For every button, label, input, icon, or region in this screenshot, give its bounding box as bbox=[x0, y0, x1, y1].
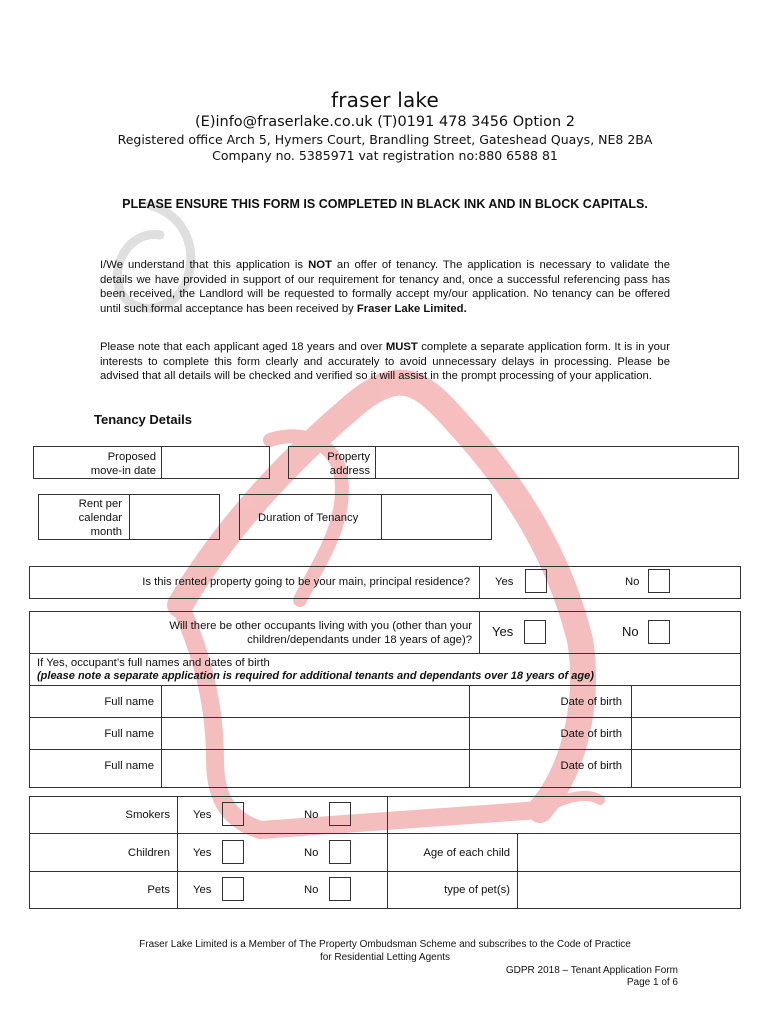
type-of-pets-field[interactable] bbox=[518, 872, 740, 908]
applicant-note-paragraph bbox=[100, 340, 670, 384]
smokers-label: Smokers bbox=[125, 809, 170, 821]
membership-footer: Fraser Lake Limited is a Member of The Property Ombudsman Scheme and subscribes to the Code of Practice for Residential Letting Agents bbox=[139, 939, 631, 963]
children-label: Children bbox=[127, 847, 170, 859]
occupant-1-name-field[interactable] bbox=[162, 686, 468, 716]
registered-office: Registered office Arch 5, Hymers Court, Brandling Street, Gateshead Quays, NE8 2BA bbox=[117, 132, 653, 147]
smokers-extra-field[interactable] bbox=[388, 797, 740, 832]
disclaimer-text-not: NOT bbox=[308, 259, 332, 271]
occupant-3-dob-field[interactable] bbox=[632, 750, 740, 787]
divider bbox=[177, 796, 178, 909]
disclaimer-text-company: Fraser Lake Limited. bbox=[356, 302, 467, 315]
other-occupants-no-checkbox[interactable] bbox=[648, 620, 670, 644]
form-name: GDPR 2018 – Tenant Application Form bbox=[505, 965, 678, 976]
tenancy-details-heading: Tenancy Details bbox=[94, 412, 193, 427]
property-address-label: Property address bbox=[327, 451, 370, 477]
duration-label: Duration of Tenancy bbox=[258, 512, 359, 524]
note-text-a: Please note that each applicant aged 18 years and over bbox=[100, 341, 386, 353]
children-yes-checkbox[interactable] bbox=[222, 840, 244, 864]
smokers-yes-label: Yes bbox=[193, 809, 212, 821]
duration-field[interactable] bbox=[382, 495, 491, 539]
main-residence-yes-checkbox[interactable] bbox=[525, 569, 547, 593]
move-in-date-field[interactable] bbox=[162, 447, 269, 478]
footer-right bbox=[506, 965, 678, 989]
smokers-no-checkbox[interactable] bbox=[329, 802, 351, 826]
disclaimer-text-c: an offer of tenancy. The application is necessary to validate the details we have provided in support of our requirement for tenancy and, once a successful referencing pass has been received, the Landlord will be requested to formally accept my/our application. No tenancy can be offered until such formal acceptance has been received by bbox=[100, 259, 670, 315]
note-text-must: MUST bbox=[385, 341, 418, 353]
other-occupants-no-label: No bbox=[622, 624, 639, 639]
other-occupants-yes-label: Yes bbox=[492, 624, 514, 639]
children-no-label: No bbox=[304, 847, 319, 859]
main-residence-question: Is this rented property going to be your main, principal residence? bbox=[142, 576, 470, 588]
main-residence-yes-label: Yes bbox=[495, 576, 514, 588]
divider bbox=[479, 566, 480, 599]
disclaimer-text-a: I/We understand that this application is bbox=[100, 259, 309, 271]
ink-notice: PLEASE ENSURE THIS FORM IS COMPLETED IN BLACK INK AND IN BLOCK CAPITALS. bbox=[122, 197, 648, 211]
page-number: Page 1 of 6 bbox=[626, 977, 678, 988]
other-occupants-question: Will there be other occupants living with you (other than your children/dependants under 18 years of age)? bbox=[169, 620, 472, 646]
note-text-c: complete a separate application form. It is in your interests to complete this form clearly and accurately to avoid unnecessary delays in processing. Please be advised that all details will be checked and verified so it will assist in the prompt processing of your application. bbox=[100, 341, 670, 382]
pets-yes-checkbox[interactable] bbox=[222, 877, 244, 901]
main-residence-no-label: No bbox=[625, 576, 640, 588]
smokers-no-label: No bbox=[304, 809, 319, 821]
occupants-note: (please note a separate application is required for additional tenants and dependants over 18 years of age) bbox=[37, 670, 594, 682]
pets-no-label: No bbox=[304, 884, 319, 896]
rent-label: Rent per calendar month bbox=[78, 498, 122, 538]
property-address-field[interactable] bbox=[376, 447, 738, 478]
rent-field[interactable] bbox=[130, 495, 219, 539]
children-yes-label: Yes bbox=[193, 847, 212, 859]
type-of-pets-label: type of pet(s) bbox=[444, 884, 510, 896]
letterhead bbox=[0, 88, 770, 163]
occupant-2-name-field[interactable] bbox=[162, 718, 468, 748]
pets-label: Pets bbox=[147, 884, 170, 896]
move-in-date-label: Proposed move-in date bbox=[90, 451, 156, 477]
occupant-3-dob-label: Date of birth bbox=[560, 760, 622, 772]
occupant-3-name-label: Full name bbox=[104, 760, 154, 772]
divider bbox=[29, 653, 741, 654]
company-registration: Company no. 5385971 vat registration no:880 6588 81 bbox=[212, 148, 558, 163]
children-no-checkbox[interactable] bbox=[329, 840, 351, 864]
occupant-2-dob-field[interactable] bbox=[632, 718, 740, 748]
occupant-2-dob-label: Date of birth bbox=[560, 728, 622, 740]
occupant-3-name-field[interactable] bbox=[162, 750, 468, 787]
occupants-if-yes-label: If Yes, occupant’s full names and dates of birth bbox=[37, 657, 270, 669]
occupant-2-name-label: Full name bbox=[104, 728, 154, 740]
occupant-1-name-label: Full name bbox=[104, 696, 154, 708]
age-of-each-child-label: Age of each child bbox=[423, 847, 510, 859]
other-occupants-yes-checkbox[interactable] bbox=[524, 620, 546, 644]
tenancy-disclaimer-paragraph bbox=[100, 258, 670, 316]
age-of-each-child-field[interactable] bbox=[518, 834, 740, 870]
pets-no-checkbox[interactable] bbox=[329, 877, 351, 901]
main-residence-no-checkbox[interactable] bbox=[648, 569, 670, 593]
divider bbox=[469, 685, 470, 788]
contact-details: (E)info@fraserlake.co.uk (T)0191 478 3456 Option 2 bbox=[195, 114, 575, 130]
pets-yes-label: Yes bbox=[193, 884, 212, 896]
occupant-1-dob-field[interactable] bbox=[632, 686, 740, 716]
divider bbox=[479, 611, 480, 653]
company-name: fraser lake bbox=[330, 88, 439, 112]
smokers-yes-checkbox[interactable] bbox=[222, 802, 244, 826]
occupant-1-dob-label: Date of birth bbox=[560, 696, 622, 708]
